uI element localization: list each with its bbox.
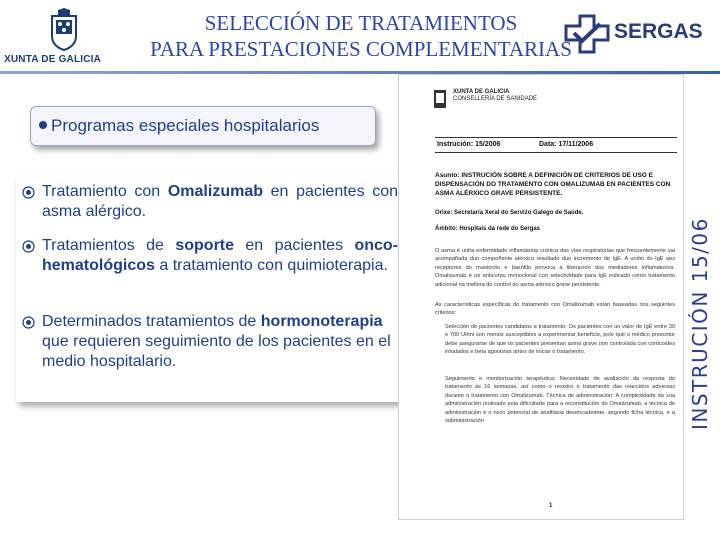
text-segment: Tratamientos de	[42, 237, 176, 254]
highlight-term: Omalizumab	[167, 183, 263, 200]
list-item-text	[42, 236, 398, 276]
xunta-logo-text: XUNTA DE GALICIA	[4, 54, 102, 65]
text-segment: Determinados tratamientos de	[42, 313, 261, 330]
list-item-text	[42, 182, 398, 222]
document-origin: Orixe: Secretaría Xeral do Servizo Galego de Saúde.	[435, 210, 584, 216]
circle-bullet-icon	[22, 240, 35, 253]
highlight-term: onco-hematológicos	[42, 237, 398, 274]
list-item-text	[42, 312, 398, 372]
highlight-term: soporte	[175, 237, 235, 254]
section-label-text: Programas especiales hospitalarios	[51, 116, 320, 135]
document-org-line1: XUNTA DE GALICIA	[453, 89, 510, 95]
document-org-line2: CONSELLERÍA DE SANIDADE	[453, 96, 538, 102]
document-page-number: 1	[549, 503, 553, 509]
document-paragraph: As características específicas do tratamento con Omalizumab están baseadas nos seguintes criterios:	[435, 302, 675, 317]
page-title	[96, 10, 626, 62]
sergas-logo-text: SERGAS	[614, 20, 703, 43]
header	[0, 0, 720, 72]
circle-bullet-icon	[22, 186, 35, 199]
section-label-box	[30, 106, 376, 146]
document-date: Data: 17/11/2006	[539, 141, 594, 148]
document-header	[433, 87, 673, 115]
bullet-dot-icon	[39, 121, 47, 129]
treatment-list	[16, 176, 408, 402]
document-bullet: Seguimento e monitorización terapéutica: Necesidade de avaliación da resposta do tratamento ás 16 semanas, así como o rexistro e tratamento das reaccións adversas durante o tratamento con Omalizumab. Técnica de administración: A complexidade da súa administración motivado pola dificultade para a reconstitución do Omalizumab, a técnica de administración e o risco potencial de anafilaxia desencadeante, segundo ficha técnica, e a subministración	[445, 376, 675, 425]
document-scope: Ámbito: Hospitais da rede do Sergas	[435, 226, 541, 232]
document-org	[453, 89, 537, 103]
highlight-term: hormonoterapia	[260, 313, 383, 330]
text-segment: Tratamiento con	[42, 183, 168, 200]
text-segment: en pacientes	[234, 237, 355, 254]
document-bullet: Selección de pacientes candidatos a tratamento: Os pacientes con un valor de IgE entre 30 e 700 UI/ml son menos susceptibles a experimentar beneficio, polo que o médico prescritor debe asegurarse de que os pacientes presentan asma grave non controlada con corticoides inhalados e beta agonistas antes de iniciar o tratamento.	[445, 324, 675, 356]
page-title-line2: PARA PRESTACIONES COMPLEMENTARIAS	[150, 37, 572, 61]
side-instruction-label: INSTRUCIÓN 15/06	[688, 217, 712, 430]
document-crest-icon	[433, 89, 447, 109]
document-subject: Asunto: INSTRUCIÓN SOBRE A DEFINICIÓN DE CRITERIOS DE USO E DISPENSACIÓN DO TRATAMENTO CON OMALIZUMAB EN PACIENTES CON ASMA ALÉRXICO GRAVE PERSISTENTE.	[435, 172, 671, 197]
circle-bullet-icon	[22, 316, 35, 329]
text-segment: en pacientes con asma alérgico.	[42, 183, 399, 220]
section-label	[39, 116, 319, 136]
instruction-number: Instrución: 15/2006	[437, 141, 501, 148]
sergas-logo	[562, 14, 703, 56]
xunta-crest-icon	[44, 8, 84, 52]
document-meta	[435, 137, 677, 153]
text-segment: que requieren seguimiento de los pacientes en el medio hospitalario.	[42, 333, 391, 370]
page-title-line1: SELECCIÓN DE TRATAMIENTOS	[204, 11, 518, 35]
text-segment: a tratamiento con quimioterapia.	[154, 257, 388, 274]
document-paragraph: O asma é unha enfermidade inflamatoria crónica das vías respiratorias que frecuentemente vai acompañada dun compoñente alérxico resultado dun incremento de IgE. A unión do IgE aos receptores do mastocito e basófilo provoca a liberación dos mediadores inflamatorios. Omalizumab é un anticorpo monoclonal con selectividade para IgE indicado como tratamento adicional na mellora do control do asma alérxico grave persistente.	[435, 248, 675, 288]
sergas-cross-icon	[564, 14, 610, 54]
instruction-document	[398, 74, 684, 520]
